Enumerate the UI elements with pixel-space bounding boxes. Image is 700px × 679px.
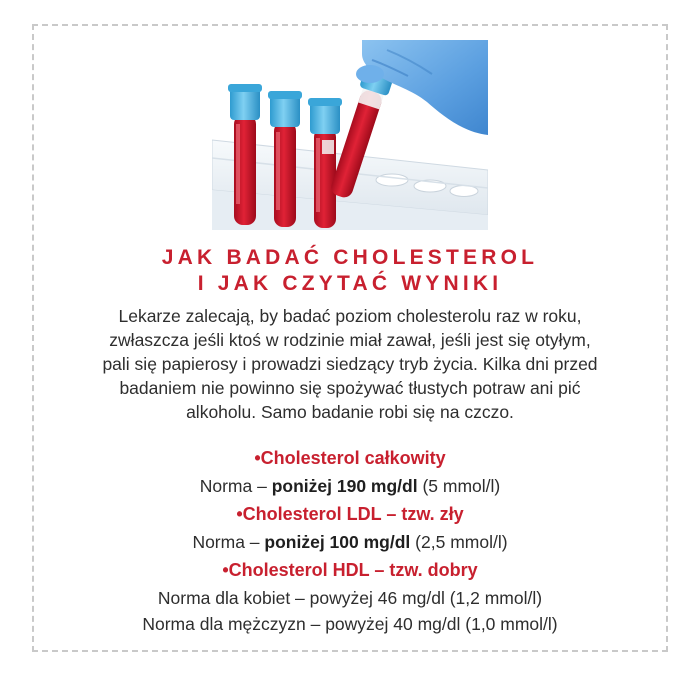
intro-line: badaniem nie powinno się spożywać tłustych potraw ani pić [119,378,581,398]
title-line-2: I JAK CZYTAĆ WYNIKI [197,272,503,295]
intro-line: zwłaszcza jeśli ktoś w rodzinie miał zawał, jeśli jest się otyłym, [109,330,591,350]
intro-line: pali się papierosy i prowadzi siedzący tryb życia. Kilka dni przed [102,354,598,374]
norm-unit: (2,5 mmol/l) [415,532,508,552]
ldl-heading: •Cholesterol LDL – tzw. zły [236,504,464,524]
total-cholesterol-heading: •Cholesterol całkowity [254,448,446,468]
blood-tubes-photo [212,40,488,230]
hdl-heading: •Cholesterol HDL – tzw. dobry [222,560,478,580]
norm-unit: (5 mmol/l) [422,476,501,496]
norm-label: Norma – [192,532,260,552]
norm-label: Norma – [199,476,267,496]
hdl-norm-men: Norma dla mężczyzn – powyżej 40 mg/dl (1,0 mmol/l) [142,614,558,634]
total-cholesterol-norm [0,474,700,498]
title-line-1: JAK BADAĆ CHOLESTEROL [161,246,539,269]
norm-value: poniżej 190 mg/dl [271,476,418,496]
intro-line: Lekarze zalecają, by badać poziom cholesterolu raz w roku, [118,306,582,326]
hdl-norm-women: Norma dla kobiet – powyżej 46 mg/dl (1,2 mmol/l) [157,588,543,608]
intro-paragraph [60,304,640,424]
ldl-norm [0,530,700,554]
intro-line: alkoholu. Samo badanie robi się na czczo. [186,402,514,422]
norm-value: poniżej 100 mg/dl [264,532,411,552]
